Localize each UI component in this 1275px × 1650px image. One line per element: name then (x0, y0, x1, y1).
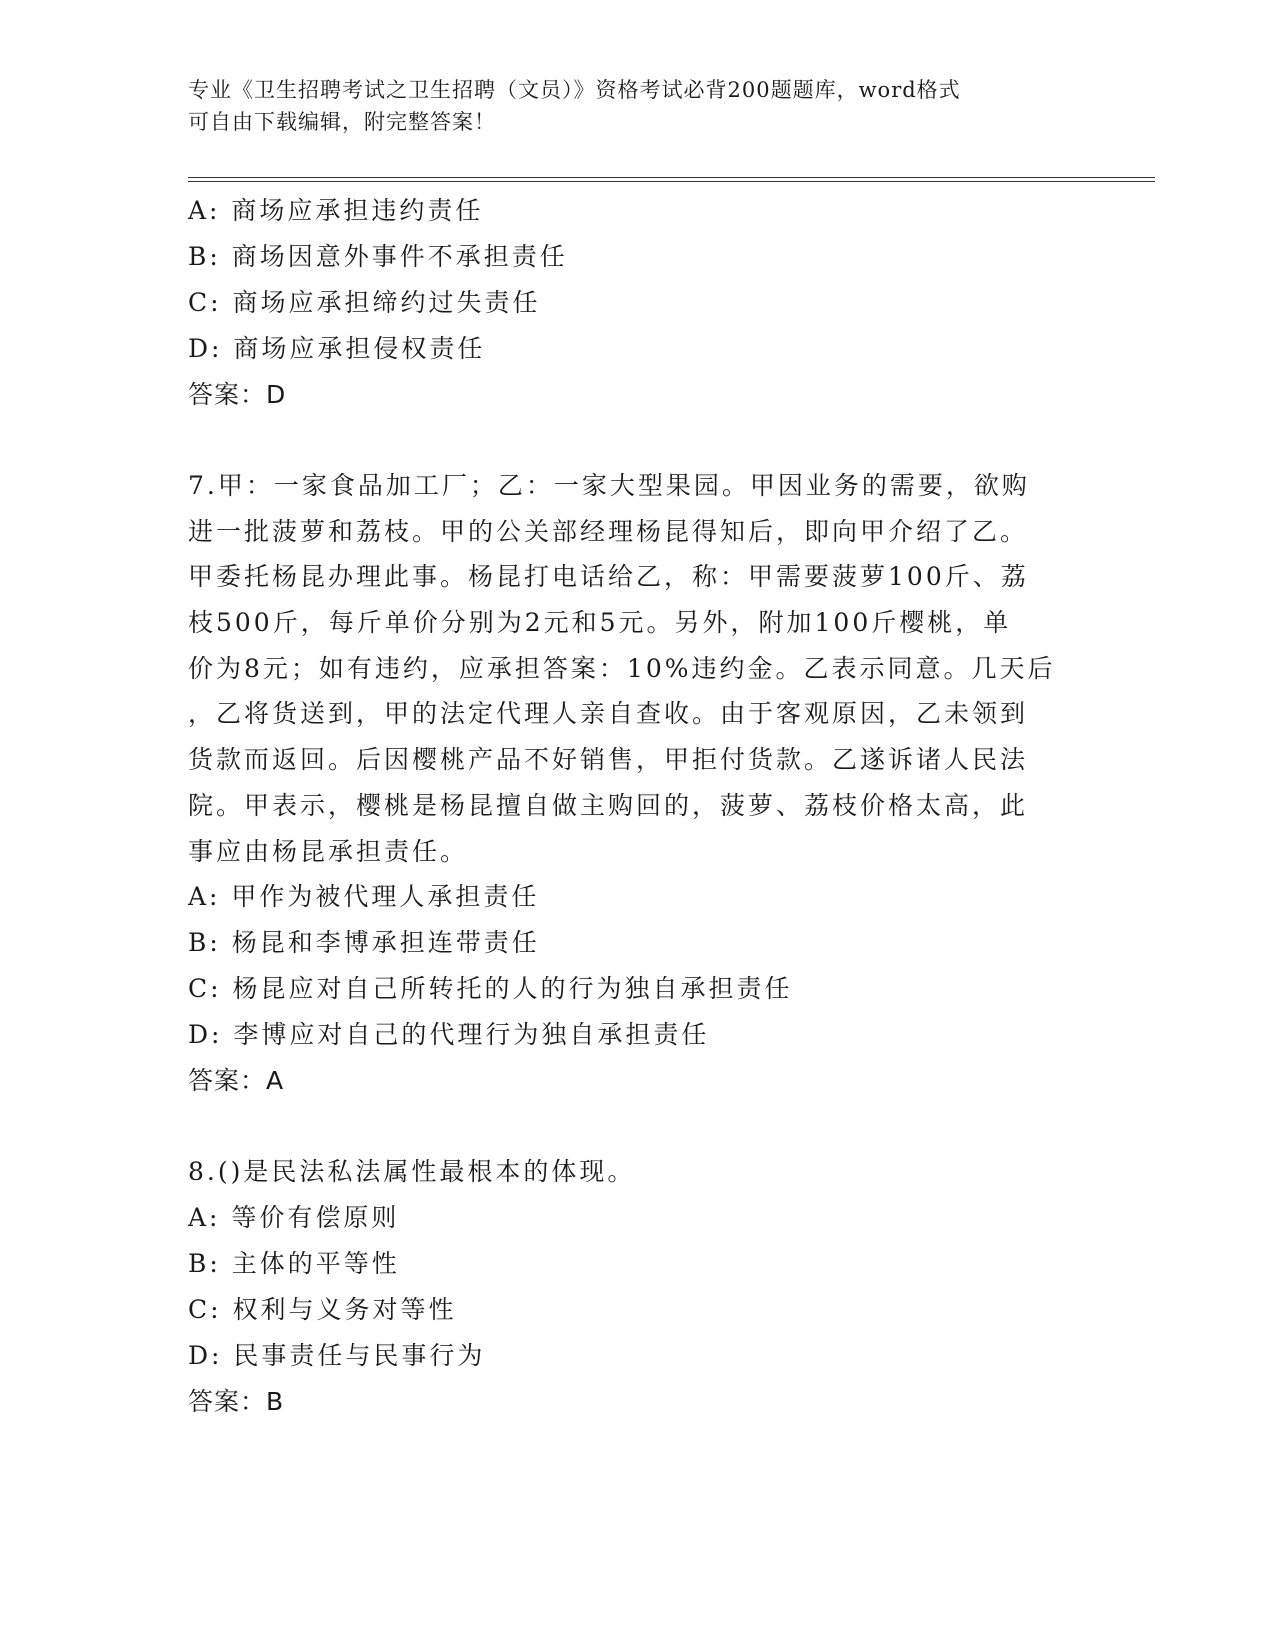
spacer (188, 1104, 1088, 1149)
option-c: C: 商场应承担缔约过失责任 (188, 288, 541, 317)
document-header (188, 74, 1068, 138)
header-divider-bottom (188, 181, 1155, 182)
option-d: D: 商场应承担侵权责任 (188, 334, 486, 363)
option-a: A: 商场应承担违约责任 (188, 196, 484, 225)
stem-line: 货款而返回。后因樱桃产品不好销售，甲拒付货款。乙遂诉诸人民法 (188, 745, 1029, 775)
option-b: B: 杨昆和李博承担连带责任 (188, 928, 540, 958)
header-title-line-2: 可自由下载编辑，附完整答案！ (188, 110, 496, 134)
answer-label: 答案：B (188, 1387, 285, 1417)
stem-line: 7.甲：一家食品加工厂；乙：一家大型果园。甲因业务的需要，欲购 (188, 471, 1030, 500)
option-c: C: 权利与义务对等性 (188, 1295, 457, 1325)
question-8 (188, 1149, 1088, 1425)
question-7 (188, 463, 1088, 1104)
question-stem: 8.()是民法私法属性最根本的体现。 (188, 1157, 636, 1187)
header-divider-top (188, 177, 1155, 178)
answer-label: 答案：D (188, 380, 287, 409)
question-6 (188, 188, 1088, 418)
option-a: A: 甲作为被代理人承担责任 (188, 882, 540, 912)
stem-line: ，乙将货送到，甲的法定代理人亲自查收。由于客观原因，乙未领到 (188, 699, 1029, 729)
option-d: D: 民事责任与民事行为 (188, 1341, 486, 1371)
stem-line: 价为8元；如有违约，应承担答案：10%违约金。乙表示同意。几天后 (188, 653, 1056, 683)
question-stem (188, 463, 1088, 874)
spacer (188, 418, 1088, 463)
option-b: B: 主体的平等性 (188, 1249, 400, 1279)
stem-line: 进一批菠萝和荔枝。甲的公关部经理杨昆得知后，即向甲介绍了乙。 (188, 516, 1029, 546)
stem-line: 院。甲表示，樱桃是杨昆擅自做主购回的，菠萝、荔枝价格太高，此 (188, 790, 1029, 820)
option-d: D: 李博应对自己的代理行为独自承担责任 (188, 1020, 710, 1050)
option-a: A: 等价有偿原则 (188, 1203, 400, 1233)
header-title-line-1: 专业《卫生招聘考试之卫生招聘（文员）》资格考试必背200题题库，word格式 (188, 78, 961, 102)
stem-line: 枝500斤，每斤单价分别为2元和5元。另外，附加100斤樱桃，单 (188, 608, 1012, 638)
option-b: B: 商场因意外事件不承担责任 (188, 242, 568, 271)
stem-line: 事应由杨昆承担责任。 (188, 836, 469, 866)
document-body (188, 188, 1088, 1425)
option-c: C: 杨昆应对自己所转托的人的行为独自承担责任 (188, 974, 793, 1004)
answer-label: 答案：A (188, 1066, 285, 1096)
stem-line: 甲委托杨昆办理此事。杨昆打电话给乙，称：甲需要菠萝100斤、荔 (188, 562, 1029, 592)
